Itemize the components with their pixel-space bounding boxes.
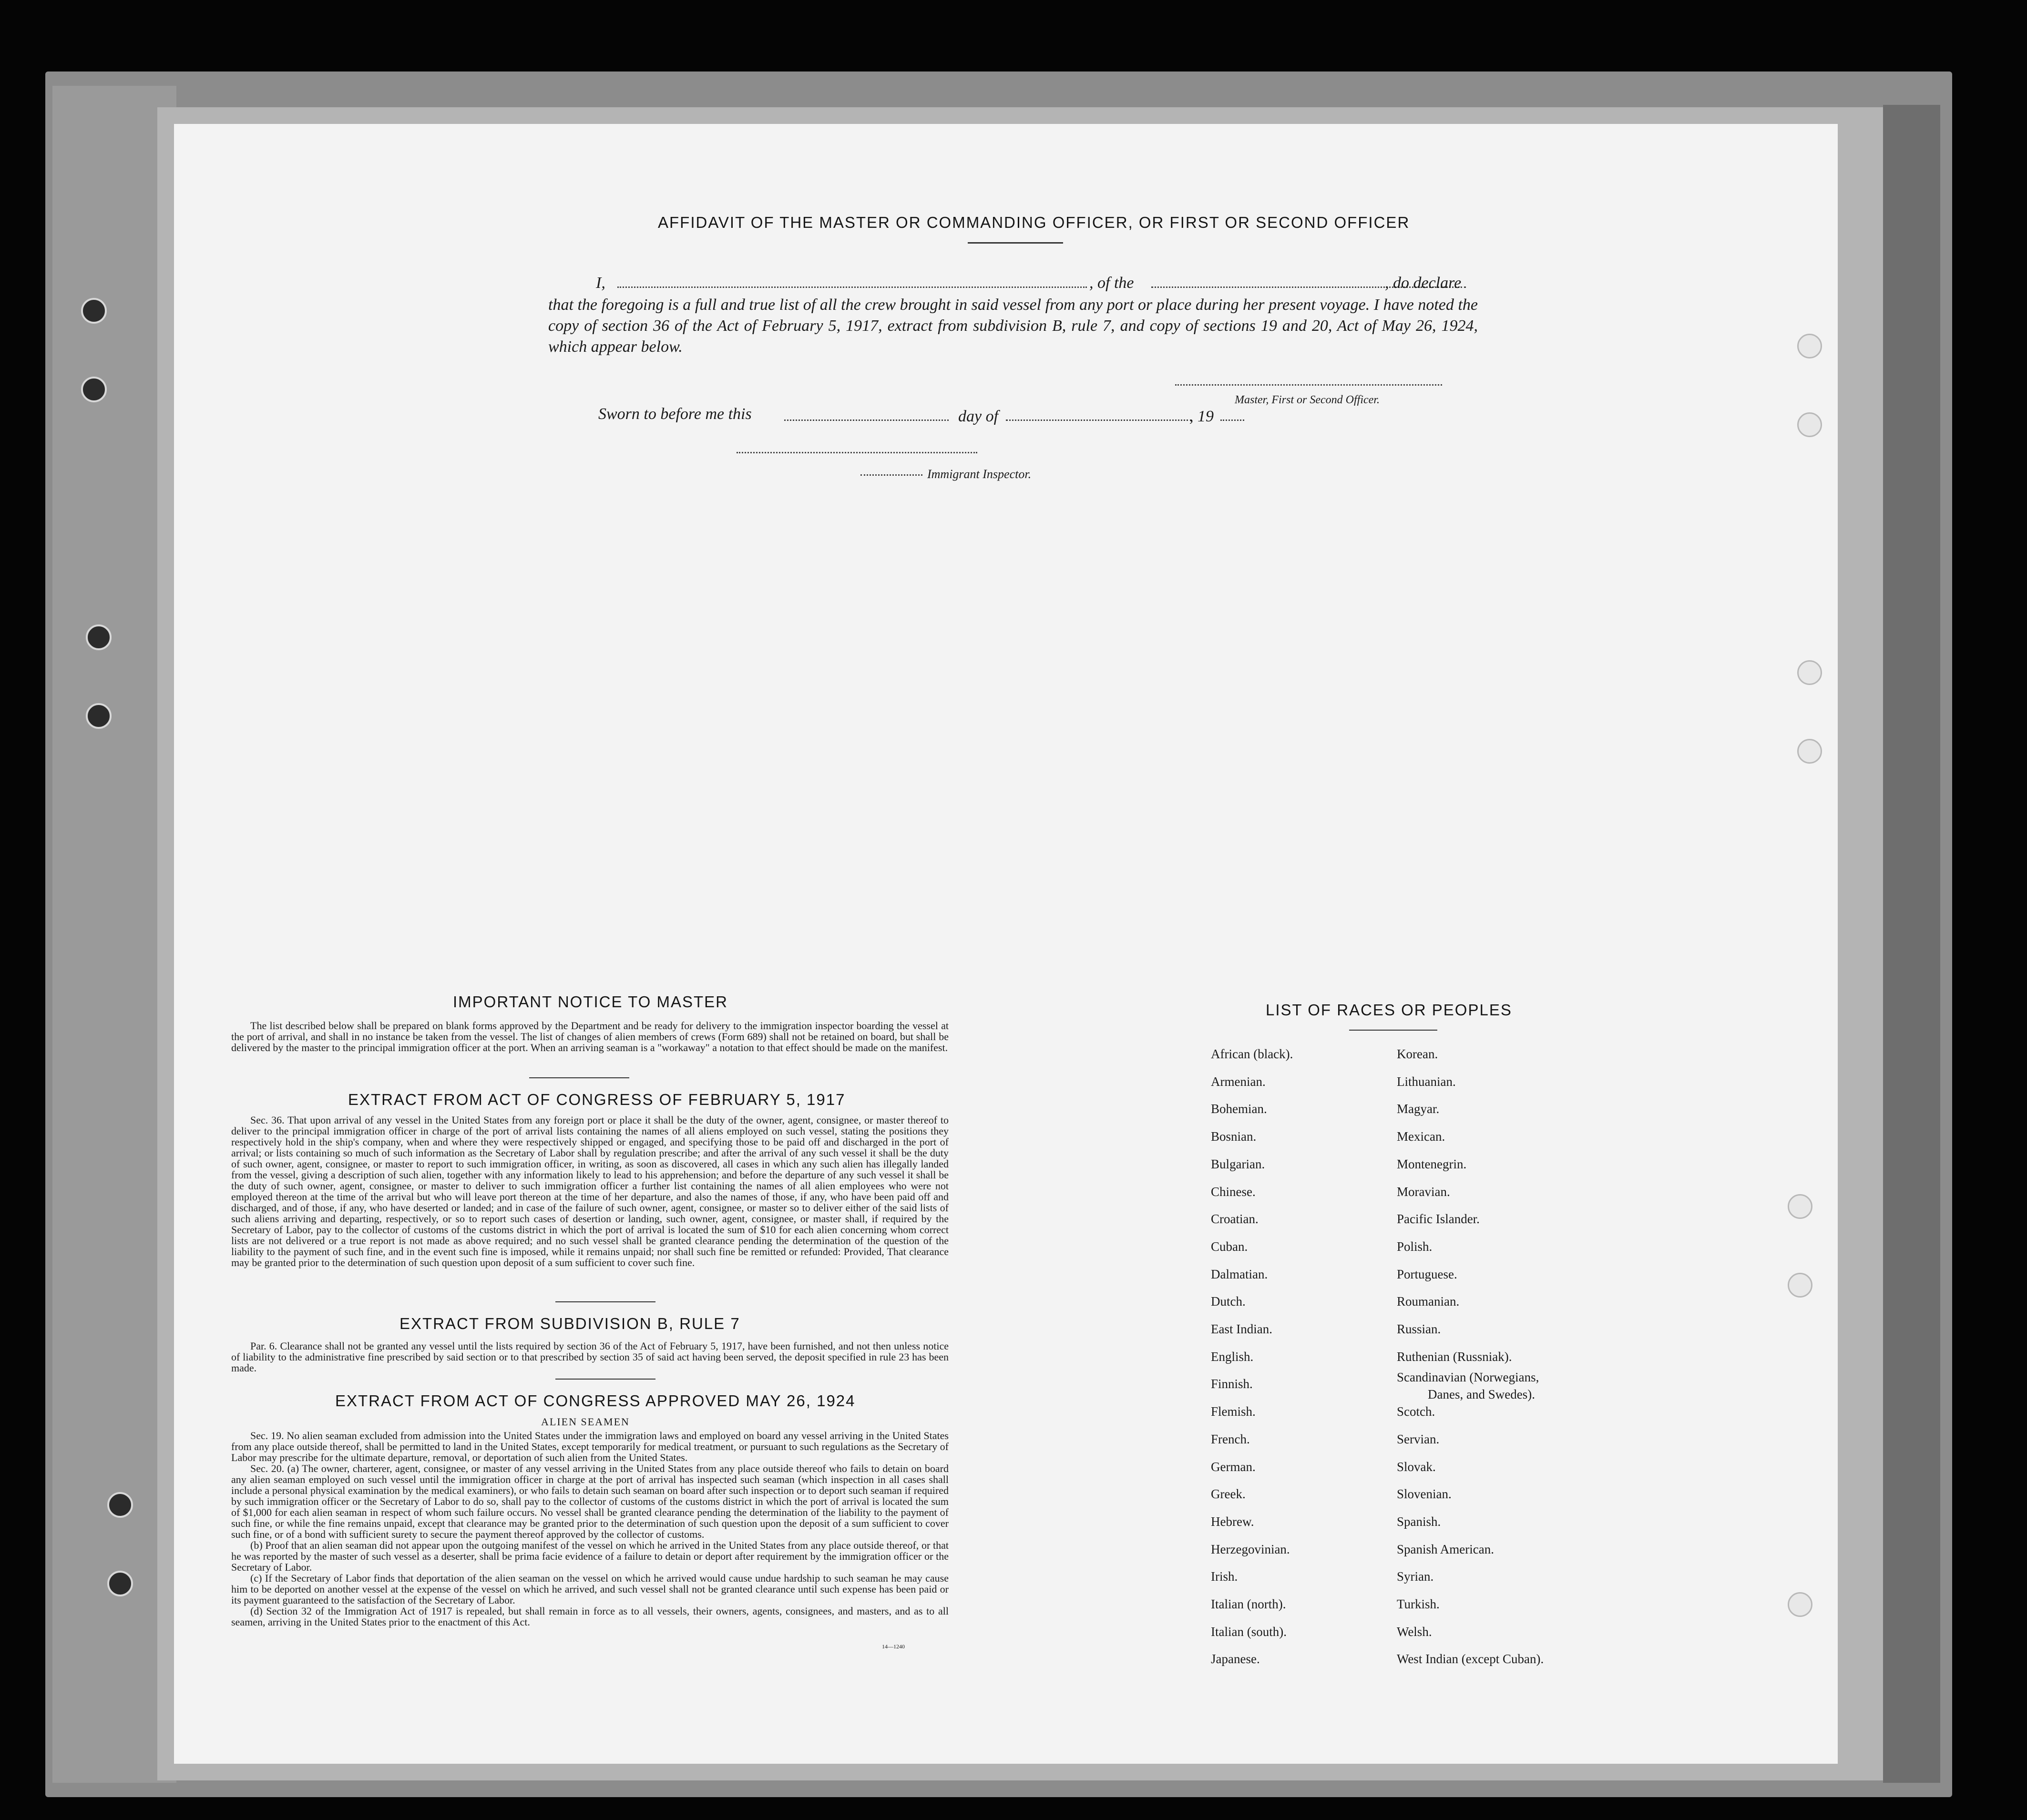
race-item: Hebrew. xyxy=(1211,1514,1254,1529)
race-item: Ruthenian (Russniak). xyxy=(1397,1349,1512,1364)
race-item: Finnish. xyxy=(1211,1377,1253,1391)
race-item: Servian. xyxy=(1397,1431,1440,1446)
race-item: Flemish. xyxy=(1211,1404,1256,1419)
binder-hole-icon xyxy=(107,1492,133,1518)
extract-1917-title: EXTRACT FROM ACT OF CONGRESS OF FEBRUARY 5, 1917 xyxy=(348,1091,846,1108)
punch-hole-icon xyxy=(1797,660,1822,685)
affidavit-body: that the foregoing is a full and true list of all the crew brought in said vessel from any port or place during her present voyage. I have noted the copy of section 36 of the Act of February 5, 1917, extract from subdivision B, rule 7, and copy of sections 19 and 20, Act of May 26, 1924, which appear below. xyxy=(548,296,1478,356)
sworn-day-label: day of xyxy=(958,408,999,425)
race-item: Korean. xyxy=(1397,1047,1438,1061)
sworn-year-label: , 19 xyxy=(1189,408,1214,425)
races-column-2 xyxy=(1397,1041,1544,1673)
race-item: Bosnian. xyxy=(1211,1129,1257,1144)
race-item: Syrian. xyxy=(1397,1569,1434,1584)
race-item: Chinese. xyxy=(1211,1184,1256,1199)
races-title: LIST OF RACES OR PEOPLES xyxy=(1266,1001,1512,1019)
binder-hole-icon xyxy=(107,1571,133,1596)
binder-hole-icon xyxy=(81,298,107,324)
binder-hole-icon xyxy=(86,703,112,729)
race-item: Cuban. xyxy=(1211,1239,1248,1254)
race-item: Scotch. xyxy=(1397,1404,1435,1419)
race-item: West Indian (except Cuban). xyxy=(1397,1652,1544,1667)
race-item: Spanish American. xyxy=(1397,1542,1494,1556)
notice-rule xyxy=(529,1077,629,1078)
race-item: Roumanian. xyxy=(1397,1294,1460,1309)
race-item: Turkish. xyxy=(1397,1597,1440,1612)
race-item: Portuguese. xyxy=(1397,1267,1457,1281)
punch-hole-icon xyxy=(1788,1194,1812,1219)
race-item: English. xyxy=(1211,1349,1254,1364)
title-rule xyxy=(968,242,1063,244)
inspector-caption: Immigrant Inspector. xyxy=(927,467,1032,481)
par-6-paragraph: Par. 6. Clearance shall not be granted any vessel until the lists required by section 36 of the Act of February 5, 1917, have been furnished, and not then unless notice of liability to the administrative fine prescribed by said section or to that prescribed by section 35 of said act having been served, the deposit specified in rule 23 has been made. xyxy=(231,1340,949,1374)
punch-hole-icon xyxy=(1797,334,1822,358)
page-stack-edge xyxy=(1883,105,1940,1783)
alien-seamen-subtitle: ALIEN SEAMEN xyxy=(541,1416,630,1428)
declaration-declare: , do declare xyxy=(1385,274,1462,292)
rule-7-body xyxy=(231,1340,949,1373)
binder-hole-icon xyxy=(81,377,107,402)
race-item: Dalmatian. xyxy=(1211,1267,1268,1281)
race-item: Welsh. xyxy=(1397,1624,1432,1639)
race-item: Magyar. xyxy=(1397,1102,1440,1116)
race-item: Russian. xyxy=(1397,1322,1441,1337)
notice-body xyxy=(231,1020,949,1053)
race-item: Polish. xyxy=(1397,1239,1433,1254)
race-item: Armenian. xyxy=(1211,1074,1266,1089)
declaration-line xyxy=(548,274,1478,295)
race-item: Croatian. xyxy=(1211,1212,1259,1227)
form-number: 14—1240 xyxy=(882,1643,905,1650)
affidavit-title: AFFIDAVIT OF THE MASTER OR COMMANDING OFFICER, OR FIRST OR SECOND OFFICER xyxy=(658,214,1410,231)
race-item: Japanese. xyxy=(1211,1652,1260,1667)
notice-title: IMPORTANT NOTICE TO MASTER xyxy=(453,993,728,1011)
race-item: Pacific Islander. xyxy=(1397,1212,1480,1227)
declaration-i: I, xyxy=(596,274,605,292)
race-item: East Indian. xyxy=(1211,1322,1272,1337)
inspector-prefix-line xyxy=(860,474,922,476)
race-item: Lithuanian. xyxy=(1397,1074,1456,1089)
sec-20d-paragraph: (d) Section 32 of the Immigration Act of 1917 is repealed, but shall remain in force as to all vessels, their owners, agents, consignees, and masters, and as to all seamen, arriving in the United States prior to the enactment of this Act. xyxy=(231,1605,949,1628)
race-item: German. xyxy=(1211,1459,1256,1474)
punch-hole-icon xyxy=(1797,412,1822,437)
race-item: Spanish. xyxy=(1397,1514,1441,1529)
race-item: Italian (south). xyxy=(1211,1624,1287,1639)
race-item: French. xyxy=(1211,1431,1250,1446)
sworn-prefix: Sworn to before me this xyxy=(598,405,752,423)
sec-19-paragraph: Sec. 19. No alien seaman excluded from admission into the United States under the immigration laws and employed on board any vessel arriving in the United States from any place outside thereof, shall be permitted to land in the United States, except temporarily for medical treatment, or pursuant to such regulations as the Secretary of Labor may prescribe for the ultimate departure, removal, or deportation of such alien from the United States. xyxy=(231,1430,949,1463)
race-item: Herzegovinian. xyxy=(1211,1542,1290,1556)
race-item: Dutch. xyxy=(1211,1294,1246,1309)
race-item: Irish. xyxy=(1211,1569,1238,1584)
race-item: Slovenian. xyxy=(1397,1487,1452,1502)
race-item: African (black). xyxy=(1211,1047,1293,1061)
punch-hole-icon xyxy=(1797,739,1822,764)
inspector-signature-line[interactable] xyxy=(737,452,977,453)
race-item: Mexican. xyxy=(1397,1129,1445,1144)
sworn-day-field[interactable] xyxy=(784,419,949,421)
binder-hole-icon xyxy=(86,624,112,650)
punch-hole-icon xyxy=(1788,1273,1812,1298)
race-item-continuation: Danes, and Swedes). xyxy=(1428,1387,1535,1401)
declaration-of-the: , of the xyxy=(1089,274,1134,292)
notice-paragraph: The list described below shall be prepared on blank forms approved by the Department and be ready for delivery to the immigration inspector boarding the vessel at the port of arrival, and shall in no instance be taken from the vessel. The list of changes of alien members of crews (Form 689) shall not be retained on board, but shall be delivered by the master to the principal immigration officer at the port. When an arriving seaman is a "workaway" a notation to that effect should be made on the manifest. xyxy=(231,1020,949,1053)
race-item: Italian (north). xyxy=(1211,1597,1286,1612)
sec-20b-paragraph: (b) Proof that an alien seaman did not appear upon the outgoing manifest of the vessel on which he arrived in the United States from any place outside thereof, or that he was reported by the master of such vessel as a deserter, shall be prima facie evidence of a failure to detain or deport after requirement by the immigration officer or the Secretary of Labor. xyxy=(231,1539,949,1573)
race-item: Montenegrin. xyxy=(1397,1156,1467,1171)
race-item: Scandinavian (Norwegians, xyxy=(1397,1370,1539,1385)
extract-1917-body xyxy=(231,1114,949,1268)
race-item: Greek. xyxy=(1211,1487,1246,1502)
rule-7-rule xyxy=(555,1379,655,1380)
races-column-1 xyxy=(1211,1041,1293,1673)
punch-hole-icon xyxy=(1788,1592,1812,1617)
rule-7-title: EXTRACT FROM SUBDIVISION B, RULE 7 xyxy=(399,1315,740,1332)
race-item: Bohemian. xyxy=(1211,1102,1267,1116)
race-item: Moravian. xyxy=(1397,1184,1450,1199)
extract-1924-body xyxy=(231,1430,949,1627)
race-item: Slovak. xyxy=(1397,1459,1436,1474)
extract-1917-rule xyxy=(555,1301,655,1302)
race-item: Bulgarian. xyxy=(1211,1156,1265,1171)
master-signature-line[interactable] xyxy=(1175,384,1442,386)
races-rule xyxy=(1349,1030,1437,1031)
master-signature-caption: Master, First or Second Officer. xyxy=(1235,394,1380,406)
extract-1924-title: EXTRACT FROM ACT OF CONGRESS APPROVED MAY 26, 1924 xyxy=(335,1392,856,1410)
sec-20c-paragraph: (c) If the Secretary of Labor finds that deportation of the alien seaman on the vessel on which he arrived would cause undue hardship to such seaman he may cause him to be deported on another vessel at the expense of the vessel on which he arrived, and such vessel shall not be granted clearance until such expense has been paid or its payment guaranteed to the satisfaction of the Secretary of Labor. xyxy=(231,1572,949,1606)
sec-20a-paragraph: Sec. 20. (a) The owner, charterer, agent, consignee, or master of any vessel arriving in the United States from any place outside thereof who fails to detain on board any alien seaman employed on such vessel until the immigration officer in charge at the port of arrival has inspected such seaman (which inspection in all cases shall include a personal physical examination by the medical examiners), or who fails to detain such seaman on board after such inspection or to deport such seaman if required by such immigration officer or the Secretary of Labor to do so, shall pay to the collector of customs of the customs district in which the port of arrival is located the sum of $1,000 for each alien seaman in respect of whom such failure occurs. No vessel shall be granted clearance pending the determination of the liability to the payment of such fine, or while the fine remains unpaid, except that clearance may be granted prior to the determination of such question upon the deposit of a sum sufficient to cover such fine, or of a bond with sufficient surety to secure the payment thereof approved by the collector of customs. xyxy=(231,1462,949,1540)
sec-36-paragraph: Sec. 36. That upon arrival of any vessel in the United States from any foreign port or place it shall be the duty of the owner, agent, consignee, or master thereof to deliver to the principal immigration officer in charge of the port of arrival lists containing the names of all aliens employed on such vessel, stating the positions they respectively hold in the ship's company, when and where they were respectively shipped or engaged, and specifying those to be paid off and discharged in the port of arrival; or lists containing so much of such information as the Secretary of Labor shall by regulation prescribe; and after the arrival of any such vessel it shall be the duty of such owner, agent, consignee, or master to report to such immigration officer, in writing, as soon as discovered, all cases in which any such alien has illegally landed from the vessel, giving a description of such alien, together with any information likely to lead to his apprehension; and before the departure of any such vessel it shall be the duty of such owner, agent, consignee, or master to deliver to such immigration officer a further list containing the names of all alien employees who were not employed thereon at the time of the arrival but who will leave port thereon at the time of her departure, and also the names of those, if any, who have been paid off and discharged, and of those, if any, who have deserted or landed; and in case of the failure of such owner, agent, consignee, or master so to deliver either of the said lists of such aliens arriving and departing, respectively, or so to report such cases of desertion or landing, such owner, agent, consignee, or master shall, if required by the Secretary of Labor, pay to the collector of customs of the customs district in which the port of arrival is located the sum of $10 for each alien concerning whom correct lists are not delivered or a true report is not made as above required; and no such vessel shall be granted clearance pending the determination of the question of the liability to the payment of such fine, and in the event such fine is imposed, while it remains unpaid; nor shall such fine be remitted or refunded: Provided, That clearance may be granted prior to the determination of such question upon deposit of a sum sufficient to cover such fine. xyxy=(231,1114,949,1268)
sworn-year-field[interactable] xyxy=(1220,419,1244,421)
sworn-month-field[interactable] xyxy=(1006,419,1192,421)
name-field[interactable] xyxy=(617,286,1087,288)
